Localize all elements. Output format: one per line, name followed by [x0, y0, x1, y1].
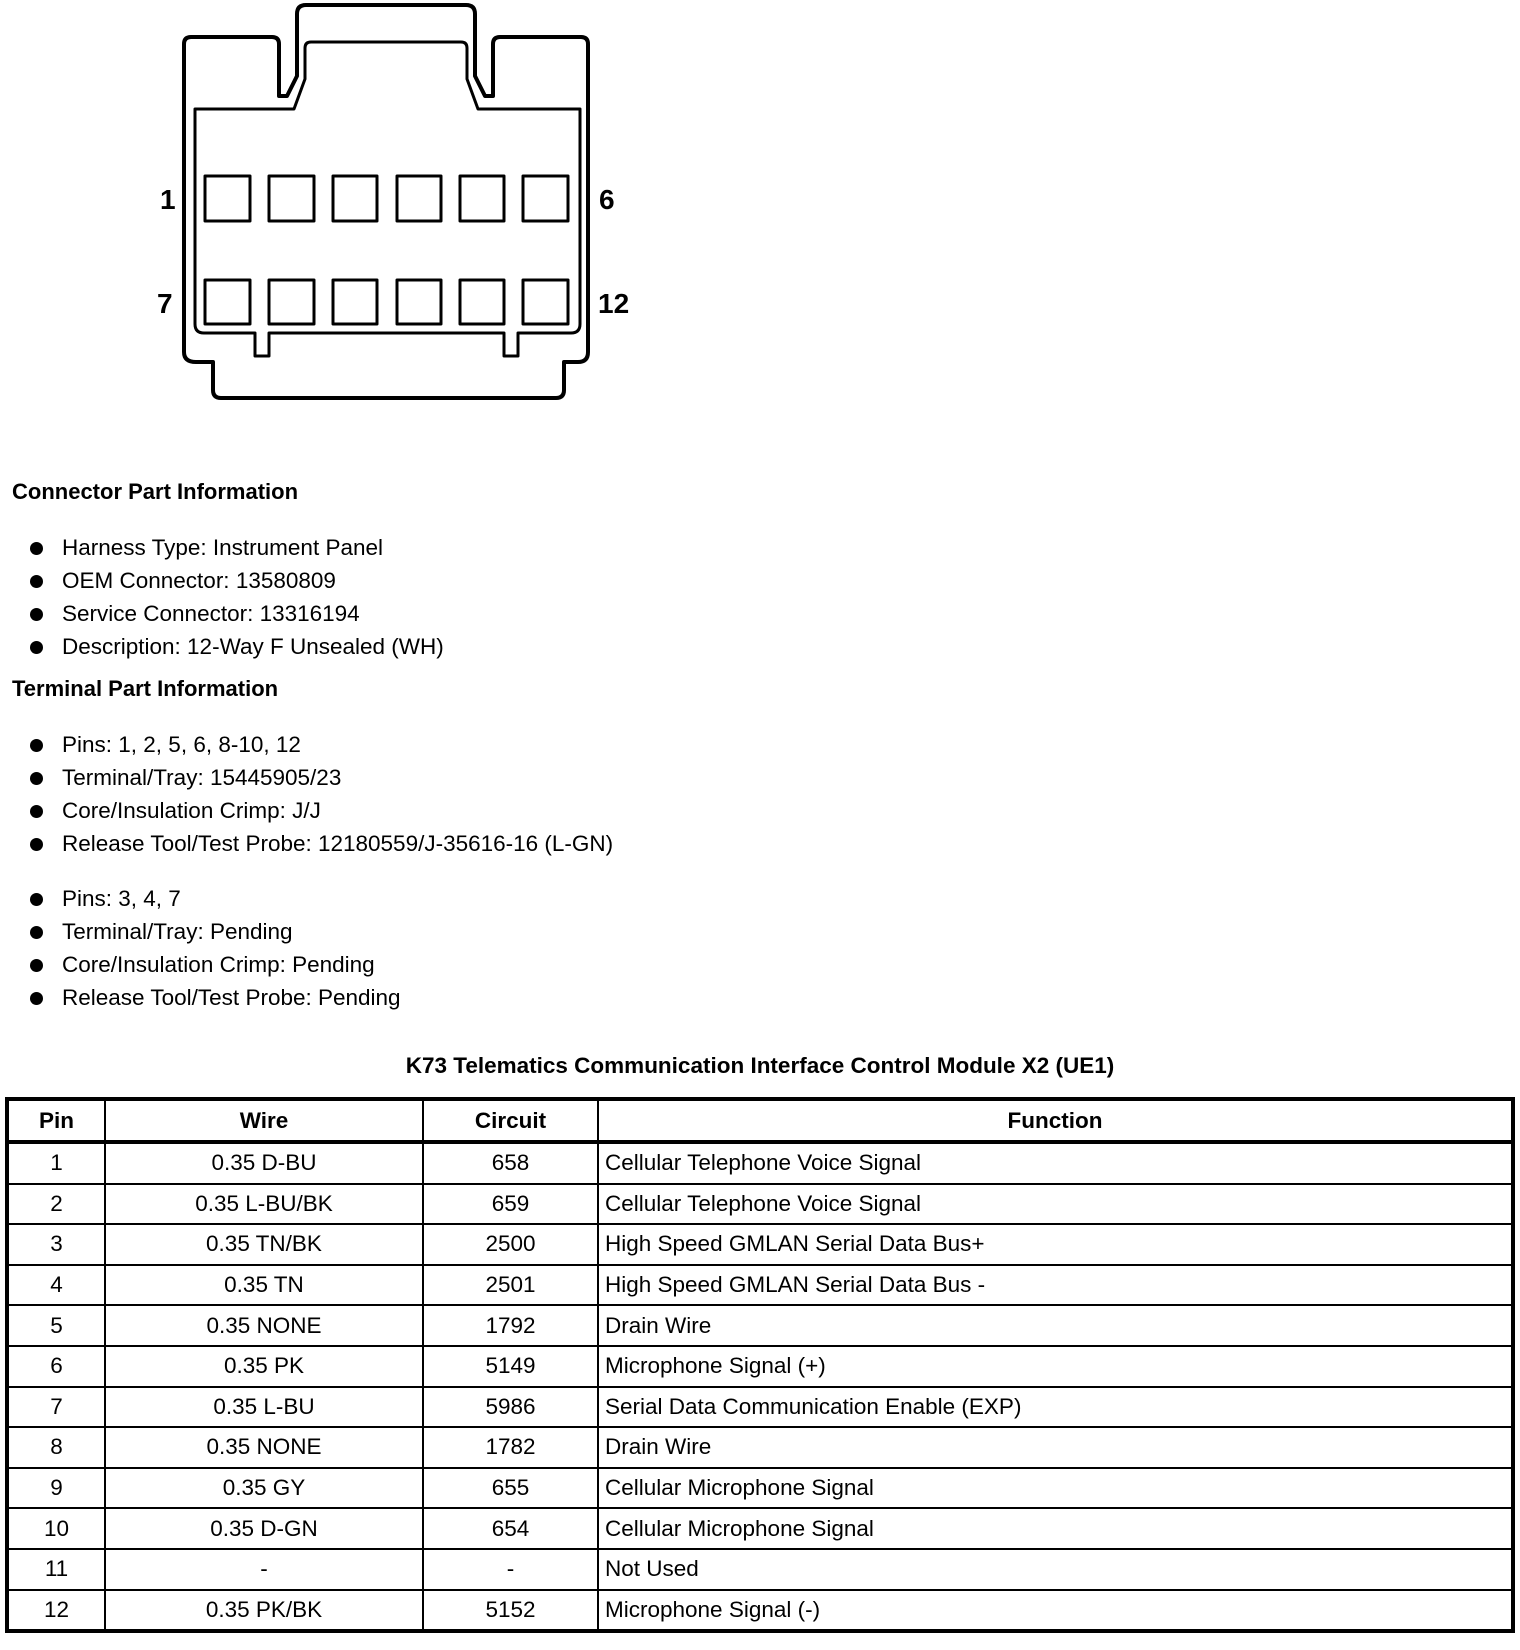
cell-circuit: 2500: [423, 1224, 598, 1265]
table-row: [7, 1184, 1513, 1225]
terminal-group-1-list: [0, 728, 613, 860]
connector-face-diagram: [0, 0, 700, 420]
cell-circuit: 654: [423, 1508, 598, 1549]
list-item: Description: 12-Way F Unsealed (WH): [0, 630, 444, 663]
cell-function: High Speed GMLAN Serial Data Bus+: [598, 1224, 1513, 1265]
cell-circuit: 2501: [423, 1265, 598, 1306]
cell-function: Drain Wire: [598, 1427, 1513, 1468]
pin-label-1: 1: [160, 184, 176, 215]
cell-pin: 4: [7, 1265, 105, 1306]
cell-function: Microphone Signal (-): [598, 1590, 1513, 1632]
pin-label-12: 12: [598, 288, 630, 319]
cell-circuit: 5986: [423, 1387, 598, 1428]
table-row: [7, 1427, 1513, 1468]
cell-wire: 0.35 TN/BK: [105, 1224, 423, 1265]
cell-function: Cellular Microphone Signal: [598, 1508, 1513, 1549]
bullet-icon: [30, 542, 43, 555]
cell-pin: 8: [7, 1427, 105, 1468]
list-item: OEM Connector: 13580809: [0, 564, 444, 597]
cell-pin: 6: [7, 1346, 105, 1387]
bullet-icon: [30, 926, 43, 939]
cell-wire: 0.35 PK/BK: [105, 1590, 423, 1632]
list-item: Release Tool/Test Probe: Pending: [0, 981, 401, 1014]
table-row: [7, 1387, 1513, 1428]
cell-function: High Speed GMLAN Serial Data Bus -: [598, 1265, 1513, 1306]
cell-pin: 2: [7, 1184, 105, 1225]
bullet-icon: [30, 739, 43, 752]
bullet-icon: [30, 992, 43, 1005]
cell-pin: 11: [7, 1549, 105, 1590]
table-header-row: [7, 1099, 1513, 1142]
cell-function: Microphone Signal (+): [598, 1346, 1513, 1387]
terminal-group-2-list: [0, 882, 401, 1014]
list-item: Terminal/Tray: Pending: [0, 915, 401, 948]
bullet-icon: [30, 805, 43, 818]
pin-label-6: 6: [599, 184, 615, 215]
bullet-icon: [30, 608, 43, 621]
cell-wire: 0.35 D-BU: [105, 1142, 423, 1184]
header-pin: Pin: [7, 1099, 105, 1142]
cell-circuit: 659: [423, 1184, 598, 1225]
cell-wire: 0.35 PK: [105, 1346, 423, 1387]
pinout-table-title: K73 Telematics Communication Interface Control Module X2 (UE1): [405, 1053, 1115, 1078]
bullet-icon: [30, 641, 43, 654]
table-row: [7, 1346, 1513, 1387]
cell-wire: 0.35 NONE: [105, 1305, 423, 1346]
list-item: Release Tool/Test Probe: 12180559/J-35616-16 (L-GN): [0, 827, 613, 860]
cell-wire: 0.35 NONE: [105, 1427, 423, 1468]
cell-function: Cellular Microphone Signal: [598, 1468, 1513, 1509]
table-row: [7, 1305, 1513, 1346]
cell-wire: -: [105, 1549, 423, 1590]
cell-circuit: 1782: [423, 1427, 598, 1468]
bullet-icon: [30, 772, 43, 785]
pin-label-7: 7: [157, 288, 173, 319]
bullet-icon: [30, 959, 43, 972]
cell-pin: 9: [7, 1468, 105, 1509]
cell-circuit: 5149: [423, 1346, 598, 1387]
cell-circuit: 1792: [423, 1305, 598, 1346]
list-item: Service Connector: 13316194: [0, 597, 444, 630]
cell-function: Not Used: [598, 1549, 1513, 1590]
header-function: Function: [598, 1099, 1513, 1142]
connector-part-information-heading: Connector Part Information: [12, 479, 299, 504]
bullet-icon: [30, 893, 43, 906]
cell-wire: 0.35 GY: [105, 1468, 423, 1509]
cell-pin: 10: [7, 1508, 105, 1549]
cell-wire: 0.35 L-BU: [105, 1387, 423, 1428]
table-row: [7, 1508, 1513, 1549]
table-row: [7, 1549, 1513, 1590]
table-row: [7, 1142, 1513, 1184]
table-row: [7, 1590, 1513, 1632]
table-row: [7, 1265, 1513, 1306]
cell-wire: 0.35 L-BU/BK: [105, 1184, 423, 1225]
list-item: Pins: 1, 2, 5, 6, 8-10, 12: [0, 728, 613, 761]
cell-circuit: 655: [423, 1468, 598, 1509]
terminal-part-information-heading: Terminal Part Information: [12, 676, 279, 701]
cell-circuit: -: [423, 1549, 598, 1590]
connector-part-information-list: [0, 531, 444, 663]
cell-wire: 0.35 TN: [105, 1265, 423, 1306]
bullet-icon: [30, 575, 43, 588]
header-circuit: Circuit: [423, 1099, 598, 1142]
table-row: [7, 1224, 1513, 1265]
connector-outline-icon: [0, 0, 700, 420]
table-row: [7, 1468, 1513, 1509]
cell-function: Cellular Telephone Voice Signal: [598, 1184, 1513, 1225]
cell-wire: 0.35 D-GN: [105, 1508, 423, 1549]
pinout-table: [5, 1097, 1515, 1633]
list-item: Terminal/Tray: 15445905/23: [0, 761, 613, 794]
cell-function: Cellular Telephone Voice Signal: [598, 1142, 1513, 1184]
cell-pin: 12: [7, 1590, 105, 1632]
cell-function: Drain Wire: [598, 1305, 1513, 1346]
list-item: Core/Insulation Crimp: J/J: [0, 794, 613, 827]
header-wire: Wire: [105, 1099, 423, 1142]
cell-pin: 3: [7, 1224, 105, 1265]
list-item: Pins: 3, 4, 7: [0, 882, 401, 915]
cell-pin: 5: [7, 1305, 105, 1346]
cell-pin: 1: [7, 1142, 105, 1184]
cell-function: Serial Data Communication Enable (EXP): [598, 1387, 1513, 1428]
cell-circuit: 5152: [423, 1590, 598, 1632]
list-item: Core/Insulation Crimp: Pending: [0, 948, 401, 981]
bullet-icon: [30, 838, 43, 851]
cell-pin: 7: [7, 1387, 105, 1428]
cell-circuit: 658: [423, 1142, 598, 1184]
list-item: Harness Type: Instrument Panel: [0, 531, 444, 564]
